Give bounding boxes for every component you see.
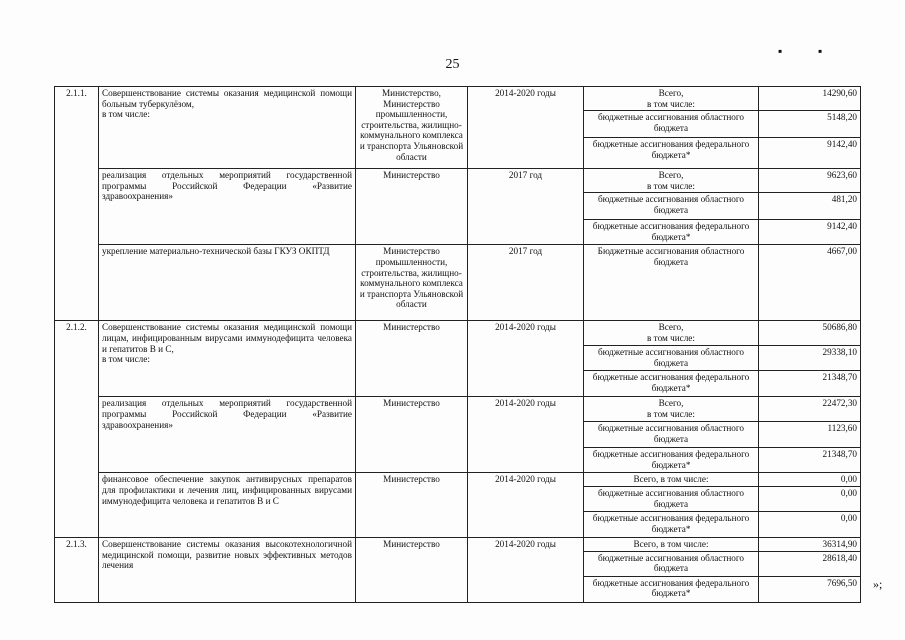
- executor: Министерство, Министерство промышленности, строительства, жилищно-коммунального комплекса и транспорта Ульяновской области: [356, 87, 468, 169]
- funding-source: бюджетные ассигнования областного бюджета: [584, 193, 759, 220]
- funding-amount: 36314,90: [759, 537, 861, 551]
- funding-source: Всего, в том числе:: [584, 397, 759, 422]
- activity-description: укрепление материально-технической базы ГКУЗ ОКПТД: [99, 245, 356, 321]
- table-row: [55, 87, 861, 111]
- funding-source: Всего, в том числе:: [584, 537, 759, 551]
- executor: Министерство: [356, 397, 468, 473]
- section-number: 2.1.2.: [55, 321, 99, 538]
- funding-source: бюджетные ассигнования федерального бюджета*: [584, 138, 759, 169]
- funding-amount: 481,20: [759, 193, 861, 220]
- program-table: [54, 86, 861, 603]
- funding-source: бюджетные ассигнования областного бюджета: [584, 346, 759, 371]
- funding-source: бюджетные ассигнования федерального бюджета*: [584, 371, 759, 397]
- funding-source: бюджетные ассигнования федерального бюджета*: [584, 576, 759, 602]
- executor: Министерство промышленности, строительства, жилищно-коммунального комплекса и транспорта Ульяновской области: [356, 245, 468, 321]
- funding-source: Всего, в том числе:: [584, 473, 759, 487]
- funding-amount: 0,00: [759, 473, 861, 487]
- corner-mark: ▪: [818, 44, 823, 58]
- implementation-period: 2014-2020 годы: [468, 321, 584, 397]
- closing-quote: »;: [873, 577, 883, 591]
- funding-amount: 22472,30: [759, 397, 861, 422]
- activity-description: Совершенствование системы оказания медицинской помощи больным туберкулёзом, в том числе:: [99, 87, 356, 169]
- table-row: [55, 397, 861, 422]
- funding-amount: 0,00: [759, 486, 861, 511]
- activity-description: финансовое обеспечение закупок антивирусных препаратов для профилактики и лечения лиц, инфицированных вирусами иммунодефицита человека и гепатитов В и С: [99, 473, 356, 538]
- funding-amount: 7696,50: [759, 576, 861, 602]
- corner-mark: ▪: [778, 44, 783, 58]
- section-number: 2.1.3.: [55, 537, 99, 602]
- executor: Министерство: [356, 537, 468, 602]
- executor: Министерство: [356, 473, 468, 538]
- funding-amount: 9142,40: [759, 220, 861, 245]
- funding-amount: 21348,70: [759, 371, 861, 397]
- activity-description: реализация отдельных мероприятий государственной программы Российской Федерации «Развитие здравоохранения»: [99, 397, 356, 473]
- table-row: [55, 245, 861, 321]
- funding-source: Всего, в том числе:: [584, 87, 759, 111]
- implementation-period: 2017 год: [468, 245, 584, 321]
- implementation-period: 2014-2020 годы: [468, 87, 584, 169]
- funding-amount: 9142,40: [759, 138, 861, 169]
- activity-description: Совершенствование системы оказания высокотехнологичной медицинской помощи, развитие новых эффективных методов лечения: [99, 537, 356, 602]
- funding-amount: 29338,10: [759, 346, 861, 371]
- table-row: [55, 537, 861, 551]
- implementation-period: 2017 год: [468, 169, 584, 245]
- table-row: [55, 321, 861, 346]
- table-row: [55, 169, 861, 193]
- funding-amount: 5148,20: [759, 111, 861, 138]
- activity-description: реализация отдельных мероприятий государственной программы Российской Федерации «Развитие здравоохранения»: [99, 169, 356, 245]
- funding-source: бюджетные ассигнования областного бюджета: [584, 422, 759, 448]
- funding-source: бюджетные ассигнования областного бюджета: [584, 111, 759, 138]
- funding-amount: 0,00: [759, 511, 861, 537]
- funding-source: Бюджетные ассигнования областного бюджета: [584, 245, 759, 321]
- executor: Министерство: [356, 321, 468, 397]
- funding-amount: 50686,80: [759, 321, 861, 346]
- executor: Министерство: [356, 169, 468, 245]
- activity-description: Совершенствование системы оказания медицинской помощи лицам, инфицированным вирусами иммунодефицита человека и гепатитов В и С, в том числе:: [99, 321, 356, 397]
- funding-source: бюджетные ассигнования областного бюджета: [584, 551, 759, 576]
- funding-source: бюджетные ассигнования федерального бюджета*: [584, 511, 759, 537]
- funding-source: бюджетные ассигнования областного бюджета: [584, 486, 759, 511]
- funding-amount: 1123,60: [759, 422, 861, 448]
- funding-source: бюджетные ассигнования федерального бюджета*: [584, 448, 759, 473]
- funding-amount: 14290,60: [759, 87, 861, 111]
- table-row: [55, 473, 861, 487]
- funding-amount: 21348,70: [759, 448, 861, 473]
- page-number: 25: [445, 57, 460, 72]
- section-number: 2.1.1.: [55, 87, 99, 321]
- funding-amount: 28618,40: [759, 551, 861, 576]
- funding-amount: 9623,60: [759, 169, 861, 193]
- implementation-period: 2014-2020 годы: [468, 473, 584, 538]
- funding-source: бюджетные ассигнования федерального бюджета*: [584, 220, 759, 245]
- funding-amount: 4667,00: [759, 245, 861, 321]
- implementation-period: 2014-2020 годы: [468, 537, 584, 602]
- implementation-period: 2014-2020 годы: [468, 397, 584, 473]
- funding-source: Всего, в том числе:: [584, 169, 759, 193]
- funding-source: Всего, в том числе:: [584, 321, 759, 346]
